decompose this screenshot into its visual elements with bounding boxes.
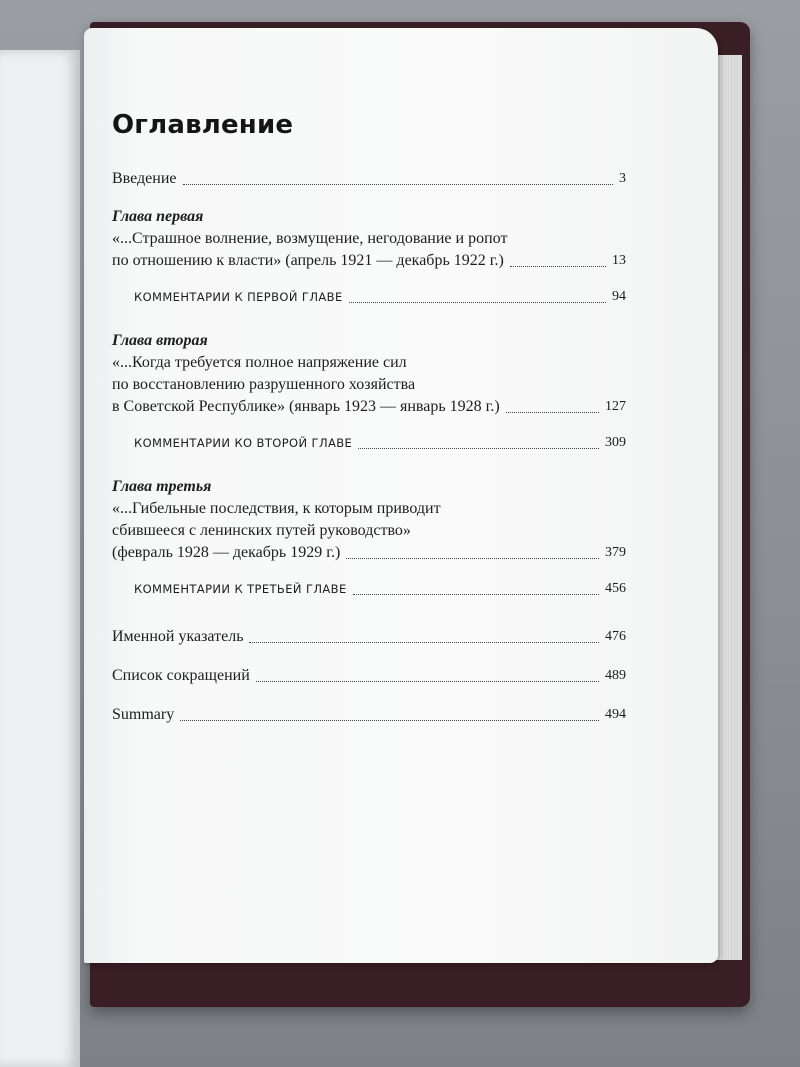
entry-page: 379 [605, 545, 626, 560]
chapter-name: Глава третья [112, 478, 212, 495]
comment-entry [134, 578, 626, 600]
leader-dots [346, 558, 599, 559]
comment-entry [134, 432, 626, 454]
entry-page: 3 [619, 171, 626, 186]
leader-dots [353, 594, 599, 595]
entry-page: 13 [612, 253, 626, 268]
entry-label: КОММЕНТАРИИ К ТРЕТЬЕЙ ГЛАВЕ [134, 582, 347, 596]
leader-dots [256, 681, 599, 682]
entry-label: Список сокращений [112, 667, 250, 684]
chapter-name: Глава первая [112, 208, 204, 225]
entry-label: Именной указатель [112, 628, 244, 645]
chapter-title-line: «...Гибельные последствия, к которым приводит [112, 500, 441, 517]
leader-dots [249, 642, 599, 643]
entry-label: КОММЕНТАРИИ К ПЕРВОЙ ГЛАВЕ [134, 290, 343, 304]
entry-label: КОММЕНТАРИИ КО ВТОРОЙ ГЛАВЕ [134, 436, 353, 450]
entry-page: 494 [605, 707, 626, 722]
chapter-title-last-line [112, 396, 626, 418]
toc-entry-summary [112, 704, 626, 726]
chapter-title-last-line [112, 542, 626, 564]
chapter-2 [112, 330, 626, 454]
entry-label: Введение [112, 170, 177, 187]
toc-entry-intro [112, 168, 626, 190]
entry-page: 456 [605, 581, 626, 596]
leader-dots [180, 720, 599, 721]
toc-title: Оглавление [112, 110, 294, 140]
entry-page: 94 [612, 289, 626, 304]
toc-entry-abbreviations [112, 665, 626, 687]
chapter-3 [112, 476, 626, 600]
entry-label: в Советской Республике» (январь 1923 — январь 1928 г.) [112, 398, 500, 415]
leader-dots [358, 448, 599, 449]
left-page [0, 50, 80, 1067]
leader-dots [510, 266, 606, 267]
comment-entry [134, 286, 626, 308]
entry-page: 309 [605, 435, 626, 450]
entry-page: 127 [605, 399, 626, 414]
chapter-1 [112, 206, 626, 308]
chapter-name: Глава вторая [112, 332, 208, 349]
chapter-title-line: «...Когда требуется полное напряжение сил [112, 354, 407, 371]
leader-dots [183, 184, 614, 185]
chapter-title-line: «...Страшное волнение, возмущение, негодование и ропот [112, 230, 508, 247]
entry-label: (февраль 1928 — декабрь 1929 г.) [112, 544, 341, 561]
entry-page: 489 [605, 668, 626, 683]
chapter-title-line: по восстановлению разрушенного хозяйства [112, 376, 416, 393]
entry-label: Summary [112, 706, 175, 723]
toc-entry-index [112, 626, 626, 648]
entry-page: 476 [605, 629, 626, 644]
leader-dots [506, 412, 599, 413]
table-of-contents [112, 110, 626, 726]
chapter-title-line: сбившееся с ленинских путей руководство» [112, 522, 411, 539]
leader-dots [349, 302, 606, 303]
entry-label: по отношению к власти» (апрель 1921 — декабрь 1922 г.) [112, 252, 504, 269]
chapter-title-last-line [112, 250, 626, 272]
